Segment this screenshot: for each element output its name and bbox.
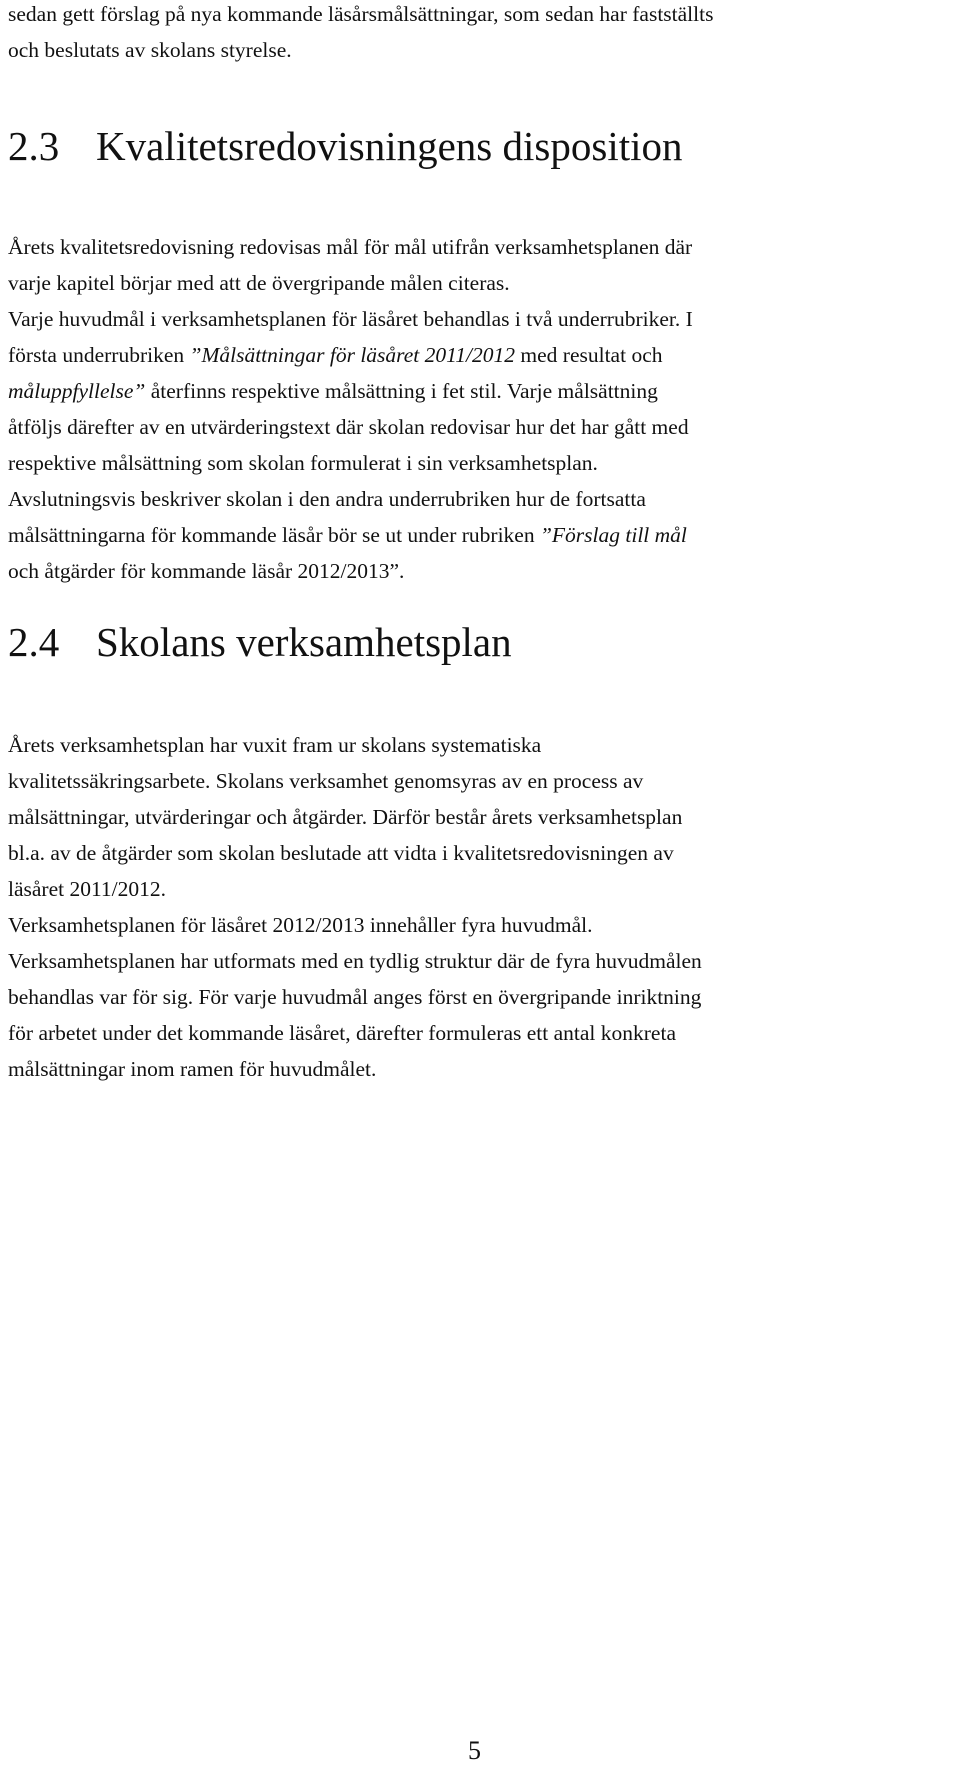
section-2-3-body <box>8 229 948 589</box>
body-text: I <box>685 307 693 331</box>
body-line: för arbetet under det kommande läsåret, därefter formuleras ett antal konkreta <box>8 1021 676 1045</box>
body-line: målsättningar inom ramen för huvudmålet. <box>8 1057 377 1081</box>
body-line: varje kapitel börjar med att de övergripande målen citeras. <box>8 271 510 295</box>
page-number: 5 <box>468 1736 481 1765</box>
body-line: åtföljs därefter av en utvärderingstext där skolan redovisar hur det har gått med <box>8 415 689 439</box>
body-line <box>8 337 948 373</box>
body-line: läsåret 2011/2012. <box>8 877 167 901</box>
body-line: bl.a. av de åtgärder som skolan beslutade att vidta i kvalitetsredovisningen av <box>8 841 674 865</box>
body-line: Avslutningsvis beskriver skolan i den andra underrubriken hur de fortsatta <box>8 487 646 511</box>
body-line: Årets kvalitetsredovisning redovisas mål för mål utifrån verksamhetsplanen där <box>8 235 693 259</box>
body-text: Varje målsättning <box>506 379 658 403</box>
section-2-4-number: 2.4 <box>8 619 60 665</box>
intro-line-2: och beslutats av skolans styrelse. <box>8 38 292 62</box>
section-2-3-title: Kvalitetsredovisningens disposition <box>96 123 683 169</box>
intro-paragraph <box>8 0 948 68</box>
body-text: målsättningarna för kommande läsår bör se ut under rubriken <box>8 523 535 547</box>
body-line: målsättningar, utvärderingar och åtgärder. Därför består årets verksamhetsplan <box>8 805 683 829</box>
body-line: kvalitetssäkringsarbete. Skolans verksamhet genomsyras av en process av <box>8 769 644 793</box>
body-line: Årets verksamhetsplan har vuxit fram ur skolans systematiska <box>8 733 542 757</box>
body-line: Verksamhetsplanen för läsåret 2012/2013 innehåller fyra huvudmål. <box>8 913 593 937</box>
body-line: och åtgärder för kommande läsår 2012/2013”. <box>8 559 405 583</box>
body-text: Varje huvudmål i verksamhetsplanen för läsåret behandlas i två underrubriker. <box>8 307 681 331</box>
body-line <box>8 517 948 553</box>
section-2-4-title: Skolans verksamhetsplan <box>96 619 512 665</box>
italic-subheading-ref: måluppfyllelse” <box>8 379 146 403</box>
body-line: Verksamhetsplanen har utformats med en tydlig struktur där de fyra huvudmålen <box>8 949 702 973</box>
italic-subheading-ref: ”Förslag till mål <box>539 523 687 547</box>
section-2-4-heading <box>8 617 948 667</box>
body-line <box>8 373 948 409</box>
body-text: återfinns respektive målsättning i fet stil. <box>150 379 502 403</box>
section-2-3-number: 2.3 <box>8 123 60 169</box>
italic-subheading-ref: ”Målsättningar för läsåret 2011/2012 <box>189 343 516 367</box>
section-2-3-heading <box>8 121 948 171</box>
body-line: behandlas var för sig. För varje huvudmål anges först en övergripande inriktning <box>8 985 702 1009</box>
body-line <box>8 301 948 337</box>
body-text: med resultat och <box>520 343 663 367</box>
body-text: första underrubriken <box>8 343 185 367</box>
section-2-4-body <box>8 727 948 1087</box>
intro-line-1: sedan gett förslag på nya kommande läsårsmålsättningar, som sedan har fastställts <box>8 2 714 26</box>
body-line: respektive målsättning som skolan formulerat i sin verksamhetsplan. <box>8 451 598 475</box>
